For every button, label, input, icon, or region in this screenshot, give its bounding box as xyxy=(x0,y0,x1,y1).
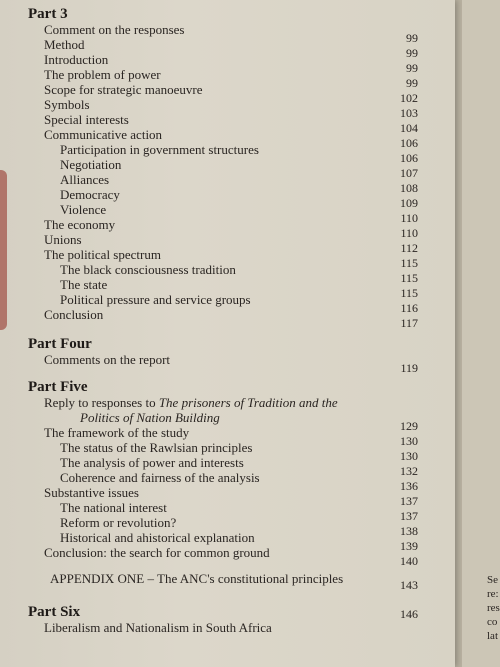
toc-page-number: 102 xyxy=(400,91,418,105)
toc-entry-title xyxy=(80,410,220,425)
toc-entry-text: Democracy xyxy=(60,187,120,202)
toc-entry-text: Reform or revolution? xyxy=(60,515,177,530)
toc-page-number: 143 xyxy=(400,578,418,592)
toc-entry-text: Part Six xyxy=(28,604,81,620)
toc-page-number: 146 xyxy=(400,607,418,621)
toc-page-number: 99 xyxy=(406,46,418,60)
toc-entry-text: APPENDIX ONE – The ANC's constitutional principles xyxy=(50,571,344,586)
toc-page-number: 103 xyxy=(400,106,418,120)
toc-entry-title xyxy=(50,571,343,586)
toc-entry-title xyxy=(44,545,270,560)
toc-page-number: 115 xyxy=(400,256,418,270)
toc-entry-title xyxy=(60,172,109,187)
toc-entry-title xyxy=(44,247,161,262)
toc-entry-title xyxy=(44,232,82,247)
toc-entry-text: Violence xyxy=(60,202,107,217)
toc-entry-title xyxy=(60,500,167,515)
toc-page-number: 115 xyxy=(400,286,418,300)
toc-page-number: 99 xyxy=(406,76,418,90)
toc-entry-text: The state xyxy=(60,277,108,292)
toc-entry-italic-title: The prisoners of Tradition and the xyxy=(158,395,338,410)
toc-page-number: 117 xyxy=(400,316,418,330)
toc-page-number: 109 xyxy=(400,196,418,210)
facing-book-page xyxy=(462,0,500,667)
toc-page-number: 104 xyxy=(400,121,418,135)
toc-entry-text: Introduction xyxy=(44,52,109,67)
toc-entry-title xyxy=(44,352,170,367)
toc-entry-title xyxy=(60,202,106,217)
toc-entry-text: Conclusion: the search for common ground xyxy=(44,545,270,560)
toc-page-number: 138 xyxy=(400,524,418,538)
toc-entry-text: Part Four xyxy=(28,336,92,352)
toc-entry-text: Coherence and fairness of the analysis xyxy=(60,470,260,485)
toc-part-heading xyxy=(28,7,68,22)
toc-entry-text: Comment on the responses xyxy=(44,22,185,37)
adjacent-page-edge xyxy=(0,170,7,330)
toc-page-number: 116 xyxy=(400,301,418,315)
facing-page-text-fragment: res xyxy=(487,602,500,614)
toc-entry-title xyxy=(44,112,129,127)
toc-entry-text: The economy xyxy=(44,217,116,232)
toc-entry-text: The framework of the study xyxy=(44,425,190,440)
toc-entry-title xyxy=(44,485,139,500)
toc-entry-text: The national interest xyxy=(60,500,167,515)
toc-page-number: 110 xyxy=(400,226,418,240)
toc-entry-title xyxy=(60,157,121,172)
toc-entry-text: Part Five xyxy=(28,379,88,395)
toc-page-number: 106 xyxy=(400,136,418,150)
toc-entry-title xyxy=(44,97,90,112)
toc-entry-title xyxy=(60,530,255,545)
toc-page-number: 115 xyxy=(400,271,418,285)
toc-entry-text: Symbols xyxy=(44,97,90,112)
toc-entry-text: The black consciousness tradition xyxy=(60,262,236,277)
toc-page-number: 119 xyxy=(400,361,418,375)
toc-entry-text: Substantive issues xyxy=(44,485,139,500)
toc-page-number: 112 xyxy=(400,241,418,255)
toc-entry-text: Negotiation xyxy=(60,157,122,172)
toc-page-number: 99 xyxy=(406,31,418,45)
toc-entry-title xyxy=(60,455,244,470)
facing-page-text-fragment: re: xyxy=(487,588,499,600)
toc-entry-title xyxy=(60,277,107,292)
toc-entry-title xyxy=(44,82,202,97)
toc-entry-title xyxy=(44,52,108,67)
toc-entry-text: Part 3 xyxy=(28,6,68,22)
toc-page-number: 110 xyxy=(400,211,418,225)
facing-page-text-fragment: Se xyxy=(487,574,498,586)
toc-entry-title xyxy=(44,22,184,37)
toc-entry-text: Communicative action xyxy=(44,127,163,142)
toc-page-number: 130 xyxy=(400,449,418,463)
toc-page-number: 129 xyxy=(400,419,418,433)
toc-entry-title xyxy=(44,395,338,410)
toc-entry-title xyxy=(44,425,189,440)
toc-entry-text: The political spectrum xyxy=(44,247,161,262)
toc-entry-text: Unions xyxy=(44,232,82,247)
toc-entry-text: Conclusion xyxy=(44,307,104,322)
toc-page-number: 139 xyxy=(400,539,418,553)
toc-entry-title xyxy=(44,67,161,82)
toc-entry-text: Reply to responses to xyxy=(44,395,159,410)
toc-entry-text: Liberalism and Nationalism in South Africa xyxy=(44,620,272,635)
toc-entry-title xyxy=(44,127,162,142)
toc-part-heading xyxy=(28,605,80,620)
toc-entry-italic-title: Politics of Nation Building xyxy=(80,410,220,425)
toc-page-number: 108 xyxy=(400,181,418,195)
toc-page-number: 137 xyxy=(400,509,418,523)
facing-page-text-fragment: co xyxy=(487,616,498,628)
toc-page-number: 106 xyxy=(400,151,418,165)
toc-page-number: 137 xyxy=(400,494,418,508)
toc-entry-text: Alliances xyxy=(60,172,110,187)
toc-page-number: 136 xyxy=(400,479,418,493)
toc-entry-text: The problem of power xyxy=(44,67,161,82)
toc-part-heading xyxy=(28,380,88,395)
toc-entry-text: The analysis of power and interests xyxy=(60,455,244,470)
toc-entry-text: Method xyxy=(44,37,85,52)
toc-entry-title xyxy=(60,292,251,307)
toc-entry-text: Historical and ahistorical explanation xyxy=(60,530,255,545)
toc-part-heading xyxy=(28,337,92,352)
toc-page-number: 107 xyxy=(400,166,418,180)
toc-entry-title xyxy=(44,37,84,52)
toc-entry-text: Participation in government structures xyxy=(60,142,259,157)
toc-entry-text: Comments on the report xyxy=(44,352,171,367)
toc-entry-title xyxy=(44,620,272,635)
toc-entry-title xyxy=(60,187,120,202)
toc-entry-title xyxy=(60,142,259,157)
toc-page-number: 132 xyxy=(400,464,418,478)
toc-page-number: 140 xyxy=(400,554,418,568)
toc-page-number: 99 xyxy=(406,61,418,75)
toc-entry-title xyxy=(60,515,176,530)
toc-entry-title xyxy=(44,307,103,322)
toc-entry-title xyxy=(44,217,115,232)
toc-entry-title xyxy=(60,470,260,485)
toc-entry-text: The status of the Rawlsian principles xyxy=(60,440,253,455)
toc-entry-text: Scope for strategic manoeuvre xyxy=(44,82,203,97)
toc-entry-text: Political pressure and service groups xyxy=(60,292,251,307)
facing-page-text-fragment: lat xyxy=(487,630,498,642)
toc-page-number: 130 xyxy=(400,434,418,448)
toc-entry-text: Special interests xyxy=(44,112,129,127)
toc-entry-title xyxy=(60,440,252,455)
toc-entry-title xyxy=(60,262,236,277)
